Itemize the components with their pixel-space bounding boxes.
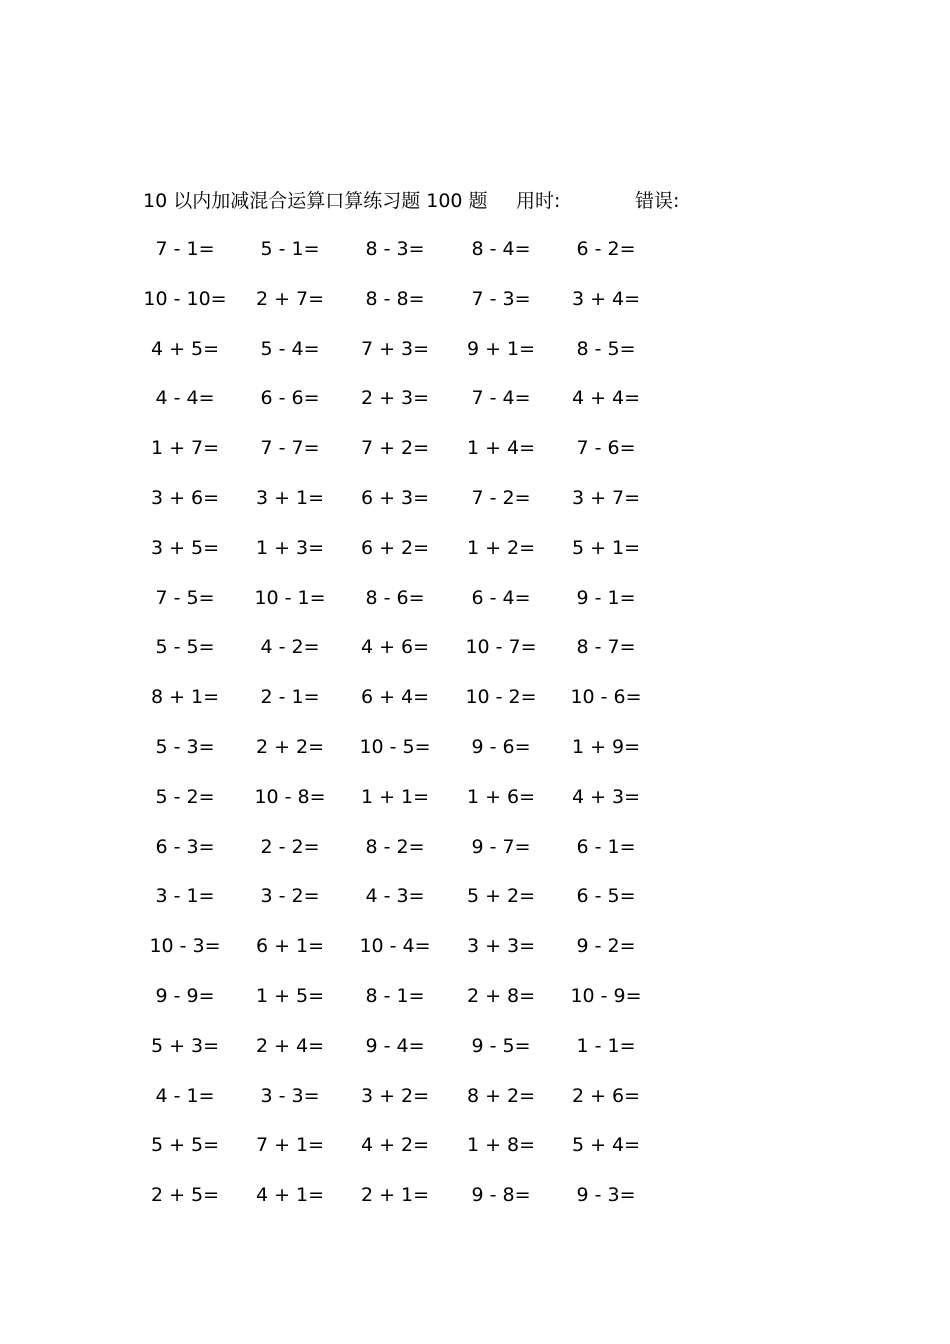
arithmetic-problem: 10 - 1= bbox=[254, 586, 326, 609]
problem-row bbox=[130, 1081, 690, 1131]
arithmetic-problem: 3 + 3= bbox=[466, 935, 536, 958]
arithmetic-problem: 1 - 1= bbox=[576, 1034, 636, 1057]
arithmetic-problem: 10 - 7= bbox=[465, 636, 537, 659]
arithmetic-problem: 8 - 7= bbox=[576, 636, 636, 659]
arithmetic-problem: 2 + 1= bbox=[360, 1184, 430, 1207]
time-used-label: 用时: bbox=[516, 190, 561, 212]
arithmetic-problem: 4 + 3= bbox=[571, 785, 641, 808]
arithmetic-problem: 3 + 1= bbox=[255, 486, 325, 509]
arithmetic-problem: 2 + 3= bbox=[360, 387, 430, 410]
arithmetic-problem: 9 - 4= bbox=[365, 1034, 425, 1057]
arithmetic-problem: 7 - 5= bbox=[155, 586, 215, 609]
arithmetic-problem: 4 - 1= bbox=[155, 1084, 215, 1107]
arithmetic-problem: 8 - 1= bbox=[365, 984, 425, 1007]
arithmetic-problem: 5 - 5= bbox=[155, 636, 215, 659]
problem-row bbox=[130, 632, 690, 682]
arithmetic-problem: 1 + 7= bbox=[150, 437, 220, 460]
arithmetic-problem: 3 + 2= bbox=[360, 1084, 430, 1107]
problem-row bbox=[130, 782, 690, 832]
problem-grid bbox=[130, 234, 690, 1230]
problem-row bbox=[130, 1031, 690, 1081]
arithmetic-problem: 10 - 10= bbox=[143, 287, 227, 310]
arithmetic-problem: 6 - 6= bbox=[260, 387, 320, 410]
arithmetic-problem: 1 + 2= bbox=[466, 536, 536, 559]
problem-row bbox=[130, 732, 690, 782]
arithmetic-problem: 8 - 8= bbox=[365, 287, 425, 310]
arithmetic-problem: 5 + 4= bbox=[571, 1134, 641, 1157]
arithmetic-problem: 5 + 5= bbox=[150, 1134, 220, 1157]
arithmetic-problem: 10 - 6= bbox=[570, 686, 642, 709]
arithmetic-problem: 6 - 2= bbox=[576, 238, 636, 260]
arithmetic-problem: 3 - 1= bbox=[155, 885, 215, 908]
arithmetic-problem: 10 - 3= bbox=[149, 935, 221, 958]
problem-row bbox=[130, 682, 690, 732]
arithmetic-problem: 5 + 2= bbox=[466, 885, 536, 908]
problem-row bbox=[130, 832, 690, 882]
arithmetic-problem: 6 - 1= bbox=[576, 835, 636, 858]
arithmetic-problem: 9 - 1= bbox=[576, 586, 636, 609]
arithmetic-problem: 2 - 2= bbox=[260, 835, 320, 858]
arithmetic-problem: 7 + 3= bbox=[360, 337, 430, 360]
arithmetic-problem: 5 + 1= bbox=[571, 536, 641, 559]
arithmetic-problem: 4 - 3= bbox=[365, 885, 425, 908]
arithmetic-problem: 10 - 4= bbox=[359, 935, 431, 958]
arithmetic-problem: 8 - 2= bbox=[365, 835, 425, 858]
problem-row bbox=[130, 433, 690, 483]
arithmetic-problem: 4 + 2= bbox=[360, 1134, 430, 1157]
error-count-label: 错误: bbox=[635, 190, 680, 212]
arithmetic-problem: 5 - 1= bbox=[260, 238, 320, 260]
arithmetic-problem: 4 + 5= bbox=[150, 337, 220, 360]
arithmetic-problem: 2 + 2= bbox=[255, 735, 325, 758]
arithmetic-problem: 7 - 4= bbox=[471, 387, 531, 410]
arithmetic-problem: 3 + 5= bbox=[150, 536, 220, 559]
arithmetic-problem: 8 - 3= bbox=[365, 238, 425, 260]
problem-row bbox=[130, 383, 690, 433]
arithmetic-problem: 10 - 2= bbox=[465, 686, 537, 709]
problem-row bbox=[130, 234, 690, 284]
arithmetic-problem: 8 - 5= bbox=[576, 337, 636, 360]
problem-row bbox=[130, 931, 690, 981]
arithmetic-problem: 8 - 4= bbox=[471, 238, 531, 260]
arithmetic-problem: 1 + 9= bbox=[571, 735, 641, 758]
arithmetic-problem: 5 - 2= bbox=[155, 785, 215, 808]
arithmetic-problem: 7 + 1= bbox=[255, 1134, 325, 1157]
problem-row bbox=[130, 533, 690, 583]
arithmetic-problem: 5 - 4= bbox=[260, 337, 320, 360]
arithmetic-problem: 1 + 3= bbox=[255, 536, 325, 559]
arithmetic-problem: 9 - 7= bbox=[471, 835, 531, 858]
arithmetic-problem: 10 - 8= bbox=[254, 785, 326, 808]
arithmetic-problem: 7 - 7= bbox=[260, 437, 320, 460]
problem-row bbox=[130, 981, 690, 1031]
arithmetic-problem: 9 + 1= bbox=[466, 337, 536, 360]
arithmetic-problem: 3 + 7= bbox=[571, 486, 641, 509]
arithmetic-problem: 4 + 4= bbox=[571, 387, 641, 410]
arithmetic-problem: 6 + 3= bbox=[360, 486, 430, 509]
arithmetic-problem: 1 + 8= bbox=[466, 1134, 536, 1157]
arithmetic-problem: 1 + 5= bbox=[255, 984, 325, 1007]
arithmetic-problem: 4 - 4= bbox=[155, 387, 215, 410]
arithmetic-problem: 10 - 5= bbox=[359, 735, 431, 758]
arithmetic-problem: 6 + 1= bbox=[255, 935, 325, 958]
arithmetic-problem: 4 + 6= bbox=[360, 636, 430, 659]
arithmetic-problem: 8 + 2= bbox=[466, 1084, 536, 1107]
arithmetic-problem: 8 + 1= bbox=[150, 686, 220, 709]
arithmetic-problem: 7 - 2= bbox=[471, 486, 531, 509]
worksheet-title: 10 以内加减混合运算口算练习题 100 题 bbox=[143, 190, 488, 212]
problem-row bbox=[130, 334, 690, 384]
arithmetic-problem: 2 + 5= bbox=[150, 1184, 220, 1207]
problem-row bbox=[130, 583, 690, 633]
arithmetic-problem: 6 - 5= bbox=[576, 885, 636, 908]
arithmetic-problem: 7 - 1= bbox=[155, 238, 215, 260]
arithmetic-problem: 4 - 2= bbox=[260, 636, 320, 659]
arithmetic-problem: 8 - 6= bbox=[365, 586, 425, 609]
problem-row bbox=[130, 483, 690, 533]
arithmetic-problem: 1 + 1= bbox=[360, 785, 430, 808]
arithmetic-problem: 6 + 4= bbox=[360, 686, 430, 709]
problem-row bbox=[130, 284, 690, 334]
arithmetic-problem: 7 + 2= bbox=[360, 437, 430, 460]
arithmetic-problem: 1 + 4= bbox=[466, 437, 536, 460]
arithmetic-problem: 6 - 3= bbox=[155, 835, 215, 858]
worksheet-header bbox=[143, 186, 843, 216]
arithmetic-problem: 9 - 5= bbox=[471, 1034, 531, 1057]
arithmetic-problem: 9 - 2= bbox=[576, 935, 636, 958]
arithmetic-problem: 9 - 9= bbox=[155, 984, 215, 1007]
arithmetic-problem: 6 - 4= bbox=[471, 586, 531, 609]
arithmetic-problem: 7 - 6= bbox=[576, 437, 636, 460]
arithmetic-problem: 3 + 6= bbox=[150, 486, 220, 509]
arithmetic-problem: 2 + 7= bbox=[255, 287, 325, 310]
arithmetic-problem: 4 + 1= bbox=[255, 1184, 325, 1207]
arithmetic-problem: 2 + 4= bbox=[255, 1034, 325, 1057]
problem-row bbox=[130, 1180, 690, 1230]
problem-row bbox=[130, 881, 690, 931]
arithmetic-problem: 9 - 3= bbox=[576, 1184, 636, 1207]
arithmetic-problem: 7 - 3= bbox=[471, 287, 531, 310]
arithmetic-problem: 10 - 9= bbox=[570, 984, 642, 1007]
arithmetic-problem: 2 - 1= bbox=[260, 686, 320, 709]
arithmetic-problem: 5 + 3= bbox=[150, 1034, 220, 1057]
arithmetic-problem: 1 + 6= bbox=[466, 785, 536, 808]
arithmetic-problem: 2 + 6= bbox=[571, 1084, 641, 1107]
problem-row bbox=[130, 1130, 690, 1180]
arithmetic-problem: 3 - 2= bbox=[260, 885, 320, 908]
arithmetic-problem: 9 - 6= bbox=[471, 735, 531, 758]
arithmetic-problem: 3 + 4= bbox=[571, 287, 641, 310]
arithmetic-problem: 3 - 3= bbox=[260, 1084, 320, 1107]
arithmetic-problem: 9 - 8= bbox=[471, 1184, 531, 1207]
arithmetic-problem: 6 + 2= bbox=[360, 536, 430, 559]
arithmetic-problem: 2 + 8= bbox=[466, 984, 536, 1007]
arithmetic-problem: 5 - 3= bbox=[155, 735, 215, 758]
